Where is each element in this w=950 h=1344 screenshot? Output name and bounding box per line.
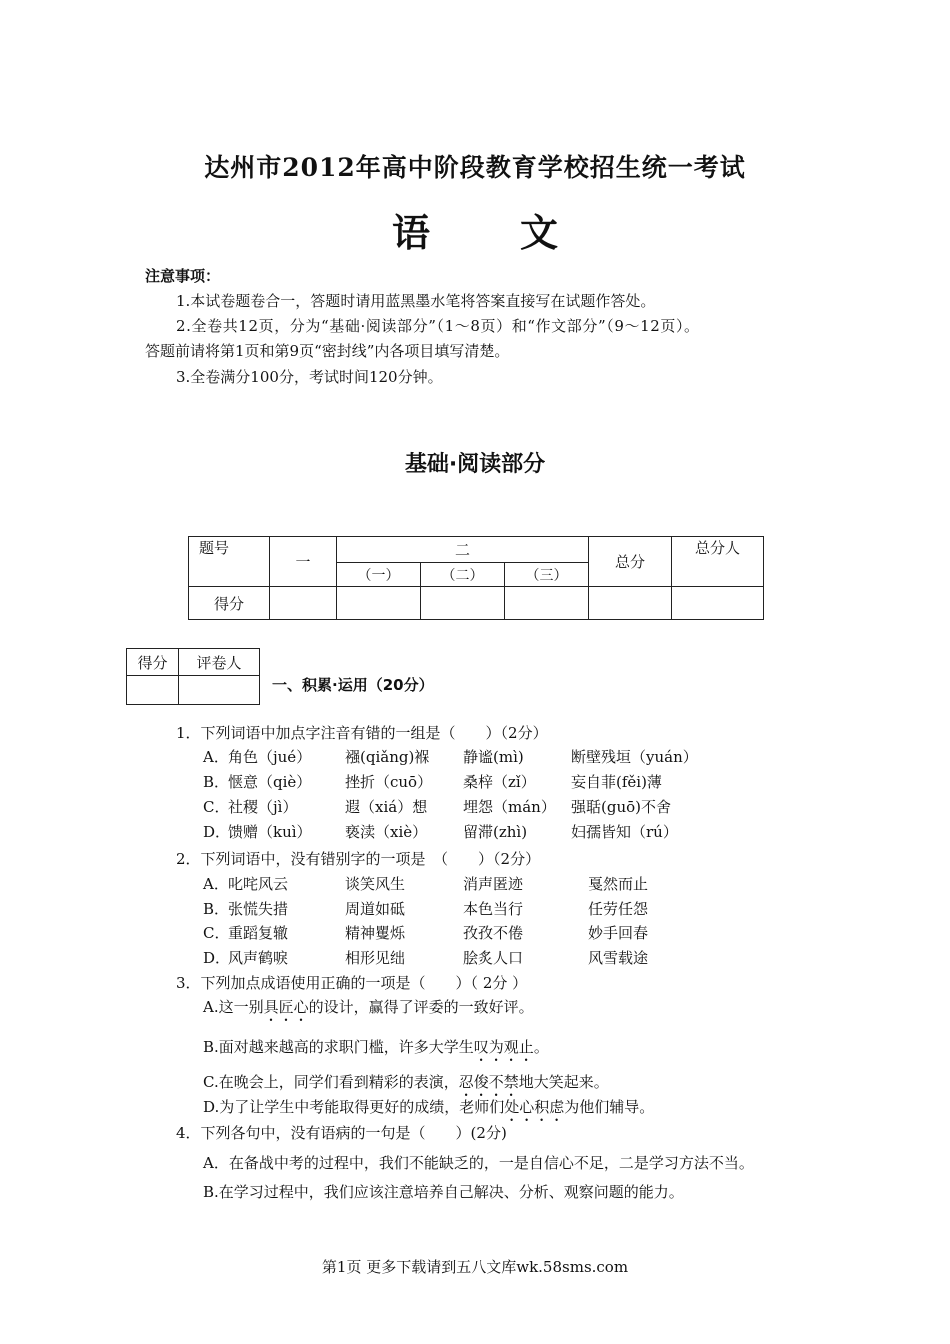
option-item: 任劳任怨: [588, 900, 649, 918]
score-table-row-label: 得分: [189, 587, 270, 620]
option-item: 断壁残垣（yuán）: [571, 748, 698, 766]
grader-label: 评卷人: [179, 649, 260, 676]
option-item: 妇孺皆知（rú）: [571, 823, 678, 841]
option-item: 本色当行: [463, 900, 524, 918]
option-label: C．: [203, 924, 230, 942]
option-item: 惬意（qiè）: [228, 773, 312, 791]
option-item: 静谧(mì): [463, 748, 524, 766]
option-item: 孜孜不倦: [463, 924, 524, 942]
question-2-stem: 2．下列词语中，没有错别字的一项是 （ ）（2分）: [176, 850, 541, 868]
section-title: 基础·阅读部分: [404, 452, 546, 477]
subject-title: 语文: [391, 210, 648, 255]
score-table-header-label: 题号: [189, 537, 270, 587]
score-cell: [337, 587, 421, 620]
score-table-col-totaller: 总分人: [672, 537, 764, 587]
option-item: 戛然而止: [588, 875, 649, 893]
notes-heading: 注意事项：: [145, 267, 221, 285]
grader-score-cell: [127, 676, 179, 705]
score-table-subcol: （一）: [337, 563, 421, 587]
option-item: 脍炙人口: [463, 949, 524, 967]
option-item: 消声匿迹: [463, 875, 524, 893]
score-table: [188, 536, 764, 620]
score-table-col-one: 一: [270, 537, 337, 587]
score-cell: [421, 587, 505, 620]
grader-score-label: 得分: [127, 649, 179, 676]
option-item: 妄自菲(fěi)薄: [571, 773, 662, 791]
part1-title: 一、积累·运用（20分）: [272, 676, 434, 694]
grader-table: [126, 648, 260, 705]
option-item: 襁(qiǎng)褓: [345, 748, 430, 766]
option-item: 张慌失措: [228, 900, 289, 918]
option-item: 周道如砥: [345, 900, 406, 918]
option-item: 重蹈复辙: [228, 924, 289, 942]
option-label: C．: [203, 798, 230, 816]
question-3-option-a: A.这一别具匠心的设计，赢得了评委的一致好评。: [203, 998, 534, 1016]
option-item: 叱咤风云: [228, 875, 289, 893]
page-footer: 第1页 更多下载请到五八文库wk.58sms.com: [321, 1258, 629, 1276]
option-label: B．: [203, 900, 230, 918]
score-cell: [505, 587, 589, 620]
option-item: 强聒(guō)不舍: [571, 798, 671, 816]
score-cell: [270, 587, 337, 620]
note-item: 3.全卷满分100分，考试时间120分钟。: [176, 368, 443, 386]
option-item: 桑梓（zǐ）: [463, 773, 536, 791]
note-item: 2.全卷共12页，分为“基础·阅读部分”（1～8页）和“作文部分”（9～12页）。: [176, 317, 700, 335]
option-item: 精神矍烁: [345, 924, 406, 942]
option-item: 遐（xiá）想: [345, 798, 428, 816]
question-3-option-b: B.面对越来越高的求职门槛，许多大学生叹为观止。: [203, 1038, 549, 1056]
exam-title: 达州市2012年高中阶段教育学校招生统一考试: [204, 153, 746, 182]
score-table-subcol: （二）: [421, 563, 505, 587]
option-item: 留滞(zhì): [463, 823, 528, 841]
option-item: 亵渎（xiè）: [345, 823, 428, 841]
option-item: 风雪载途: [588, 949, 649, 967]
score-cell: [672, 587, 764, 620]
option-label: A．: [203, 748, 229, 766]
score-table-col-two: 二: [337, 537, 589, 563]
score-table-col-total: 总分: [589, 537, 672, 587]
option-item: 相形见绌: [345, 949, 406, 967]
question-4-stem: 4．下列各句中，没有语病的一句是（ ）(2分): [176, 1124, 507, 1142]
option-item: 妙手回春: [588, 924, 649, 942]
question-4-option-b: B.在学习过程中，我们应该注意培养自己解决、分析、观察问题的能力。: [203, 1183, 684, 1201]
option-label: A．: [203, 875, 229, 893]
grader-cell: [179, 676, 260, 705]
option-label: B．: [203, 773, 230, 791]
option-label: D．: [203, 823, 231, 841]
note-item: 答题前请将第1页和第9页“密封线”内各项目填写清楚。: [145, 342, 510, 360]
option-item: 风声鹤唳: [228, 949, 289, 967]
option-item: 谈笑风生: [345, 875, 406, 893]
question-3-option-c: C.在晚会上，同学们看到精彩的表演，忍俊不禁地大笑起来。: [203, 1073, 609, 1091]
question-3-stem: 3．下列加点成语使用正确的一项是（ ）（ 2分 ）: [176, 974, 528, 992]
option-item: 馈赠（kuì）: [228, 823, 312, 841]
note-item: 1.本试卷题卷合一，答题时请用蓝黑墨水笔将答案直接写在试题作答处。: [176, 292, 656, 310]
question-3-option-d: D.为了让学生中考能取得更好的成绩，老师们处心积虑为他们辅导。: [203, 1098, 655, 1116]
option-item: 挫折（cuō）: [345, 773, 433, 791]
score-cell: [589, 587, 672, 620]
option-item: 埋怨（mán）: [463, 798, 556, 816]
question-4-option-a: A．在备战中考的过程中，我们不能缺乏的，一是自信心不足，二是学习方法不当。: [203, 1154, 754, 1172]
option-label: D．: [203, 949, 231, 967]
option-item: 角色（jué）: [228, 748, 312, 766]
score-table-subcol: （三）: [505, 563, 589, 587]
question-1-stem: 1．下列词语中加点字注音有错的一组是（ ）（2分）: [176, 724, 548, 742]
option-item: 社稷（jì）: [228, 798, 298, 816]
